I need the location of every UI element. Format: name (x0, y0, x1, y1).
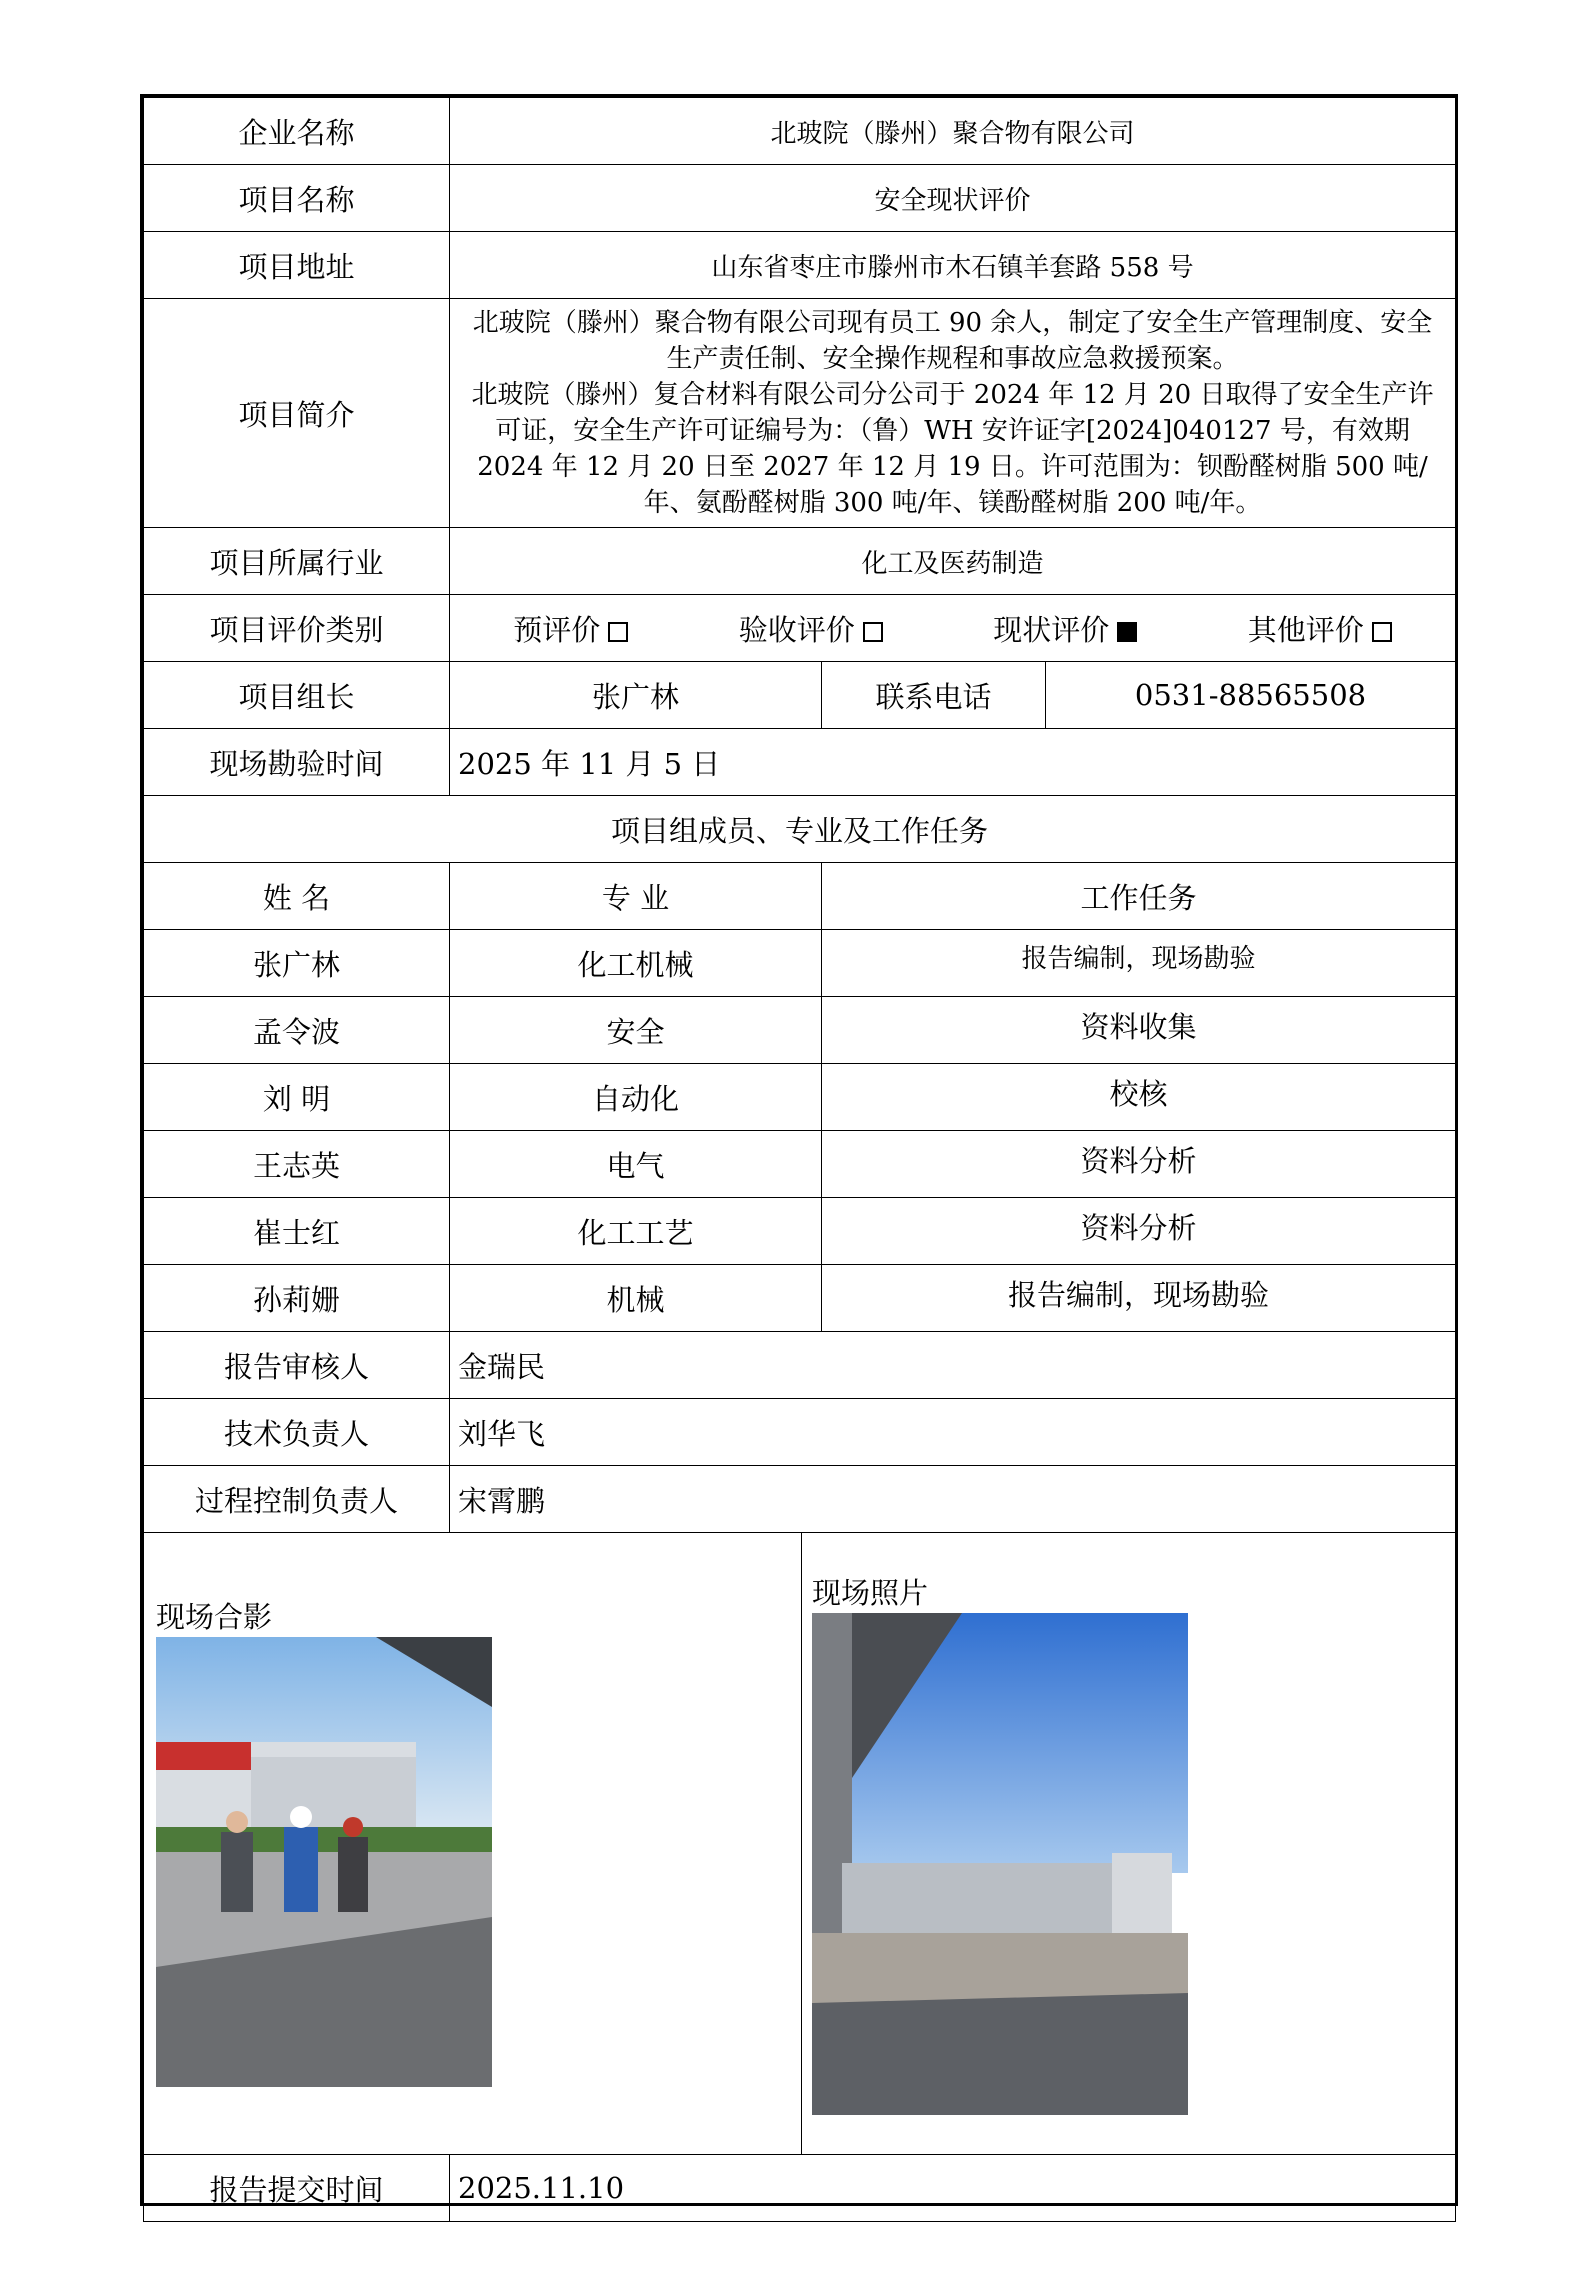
row-industry (144, 528, 1456, 595)
tech-lead-value: 刘华飞 (450, 1399, 1456, 1466)
company-value: 北玻院（滕州）聚合物有限公司 (450, 98, 1456, 165)
eval-option-other[interactable] (1248, 608, 1392, 649)
row-project-address (144, 232, 1456, 299)
row-eval-type (144, 595, 1456, 662)
table-row (144, 1265, 1456, 1332)
process-lead-label: 过程控制负责人 (144, 1466, 450, 1533)
group-photo-panel (144, 1533, 802, 2154)
members-title: 项目组成员、专业及工作任务 (144, 796, 1456, 863)
row-company (144, 98, 1456, 165)
eval-option-other-label: 其他评价 (1247, 612, 1364, 647)
table-row (144, 1198, 1456, 1265)
table-row (144, 930, 1456, 997)
member-task: 校核 (822, 1064, 1456, 1131)
site-photo-caption: 现场照片 (812, 1576, 929, 1610)
project-name-value: 安全现状评价 (450, 165, 1456, 232)
checkbox-pre[interactable] (608, 622, 628, 642)
member-name: 刘 明 (144, 1064, 450, 1131)
member-task: 资料分析 (822, 1131, 1456, 1198)
photos-cell (144, 1533, 1456, 2155)
submit-time-label: 报告提交时间 (144, 2155, 450, 2222)
project-address-label: 项目地址 (144, 232, 450, 299)
submit-time-value: 2025.11.10 (450, 2155, 1456, 2222)
reviewer-label: 报告审核人 (144, 1332, 450, 1399)
table-row (144, 997, 1456, 1064)
phone-value: 0531-88565508 (1046, 662, 1456, 729)
project-name-label: 项目名称 (144, 165, 450, 232)
survey-time-value: 2025 年 11 月 5 日 (450, 729, 1456, 796)
intro-paragraph-1: 北玻院（滕州）聚合物有限公司现有员工 90 余人，制定了安全生产管理制度、安全生产责任制、安全操作规程和事故应急救援预案。 (472, 308, 1433, 374)
member-name: 孙莉姗 (144, 1265, 450, 1332)
table-row (144, 1064, 1456, 1131)
checkbox-other[interactable] (1372, 622, 1392, 642)
member-major: 自动化 (450, 1064, 822, 1131)
evaluation-info-form (140, 94, 1458, 2206)
eval-option-acceptance[interactable] (739, 608, 883, 649)
member-major: 化工机械 (450, 930, 822, 997)
industry-label: 项目所属行业 (144, 528, 450, 595)
site-photo-panel (802, 1533, 1455, 2154)
leader-value: 张广林 (450, 662, 822, 729)
eval-type-options (450, 595, 1456, 662)
row-process-lead (144, 1466, 1456, 1533)
row-project-intro (144, 299, 1456, 528)
row-members-title (144, 796, 1456, 863)
eval-option-acceptance-label: 验收评价 (738, 612, 855, 647)
eval-option-pre-label: 预评价 (513, 612, 601, 647)
survey-time-label: 现场勘验时间 (144, 729, 450, 796)
leader-label: 项目组长 (144, 662, 450, 729)
project-intro-value (450, 299, 1456, 528)
intro-paragraph-2: 北玻院（滕州）复合材料有限公司分公司于 2024 年 12 月 20 日取得了安全生产许可证，安全生产许可证编号为：（鲁）WH 安许证字[2024]040127 号，有效期 2024 年 12 月 20 日至 2027 年 12 月 19 日。许可范围为：钡酚醛树脂 500 吨/年、氨酚醛树脂 300 吨/年、镁酚醛树脂 200 吨/年。 (471, 380, 1434, 518)
row-survey-time (144, 729, 1456, 796)
header-task: 工作任务 (822, 863, 1456, 930)
member-task: 报告编制，现场勘验 (822, 930, 1456, 997)
site-photo-image (812, 1613, 1188, 2115)
eval-option-pre[interactable] (513, 608, 628, 649)
eval-option-status[interactable] (993, 608, 1137, 649)
member-major: 电气 (450, 1131, 822, 1198)
row-tech-lead (144, 1399, 1456, 1466)
phone-label: 联系电话 (822, 662, 1046, 729)
tech-lead-label: 技术负责人 (144, 1399, 450, 1466)
group-photo-caption: 现场合影 (156, 1600, 273, 1634)
row-submit-time (144, 2155, 1456, 2222)
industry-value: 化工及医药制造 (450, 528, 1456, 595)
site-photo (812, 1613, 1188, 2115)
eval-type-label: 项目评价类别 (144, 595, 450, 662)
members-header-row (144, 863, 1456, 930)
member-name: 崔士红 (144, 1198, 450, 1265)
row-leader (144, 662, 1456, 729)
row-photos (144, 1533, 1456, 2155)
member-major: 机械 (450, 1265, 822, 1332)
group-photo (156, 1637, 492, 2087)
checkbox-acceptance[interactable] (863, 622, 883, 642)
process-lead-value: 宋霄鹏 (450, 1466, 1456, 1533)
member-name: 张广林 (144, 930, 450, 997)
row-reviewer (144, 1332, 1456, 1399)
member-name: 王志英 (144, 1131, 450, 1198)
header-name: 姓 名 (144, 863, 450, 930)
project-intro-label: 项目简介 (144, 299, 450, 528)
header-major: 专 业 (450, 863, 822, 930)
info-table (143, 97, 1456, 2222)
member-major: 安全 (450, 997, 822, 1064)
member-name: 孟令波 (144, 997, 450, 1064)
reviewer-value: 金瑞民 (450, 1332, 1456, 1399)
member-task: 报告编制，现场勘验 (822, 1265, 1456, 1332)
row-project-name (144, 165, 1456, 232)
eval-option-status-label: 现状评价 (993, 612, 1110, 647)
member-task: 资料收集 (822, 997, 1456, 1064)
company-label: 企业名称 (144, 98, 450, 165)
project-address-value: 山东省枣庄市滕州市木石镇羊套路 558 号 (450, 232, 1456, 299)
table-row (144, 1131, 1456, 1198)
group-photo-image (156, 1637, 492, 2087)
checkbox-status-checked[interactable] (1117, 622, 1137, 642)
member-major: 化工工艺 (450, 1198, 822, 1265)
member-task: 资料分析 (822, 1198, 1456, 1265)
